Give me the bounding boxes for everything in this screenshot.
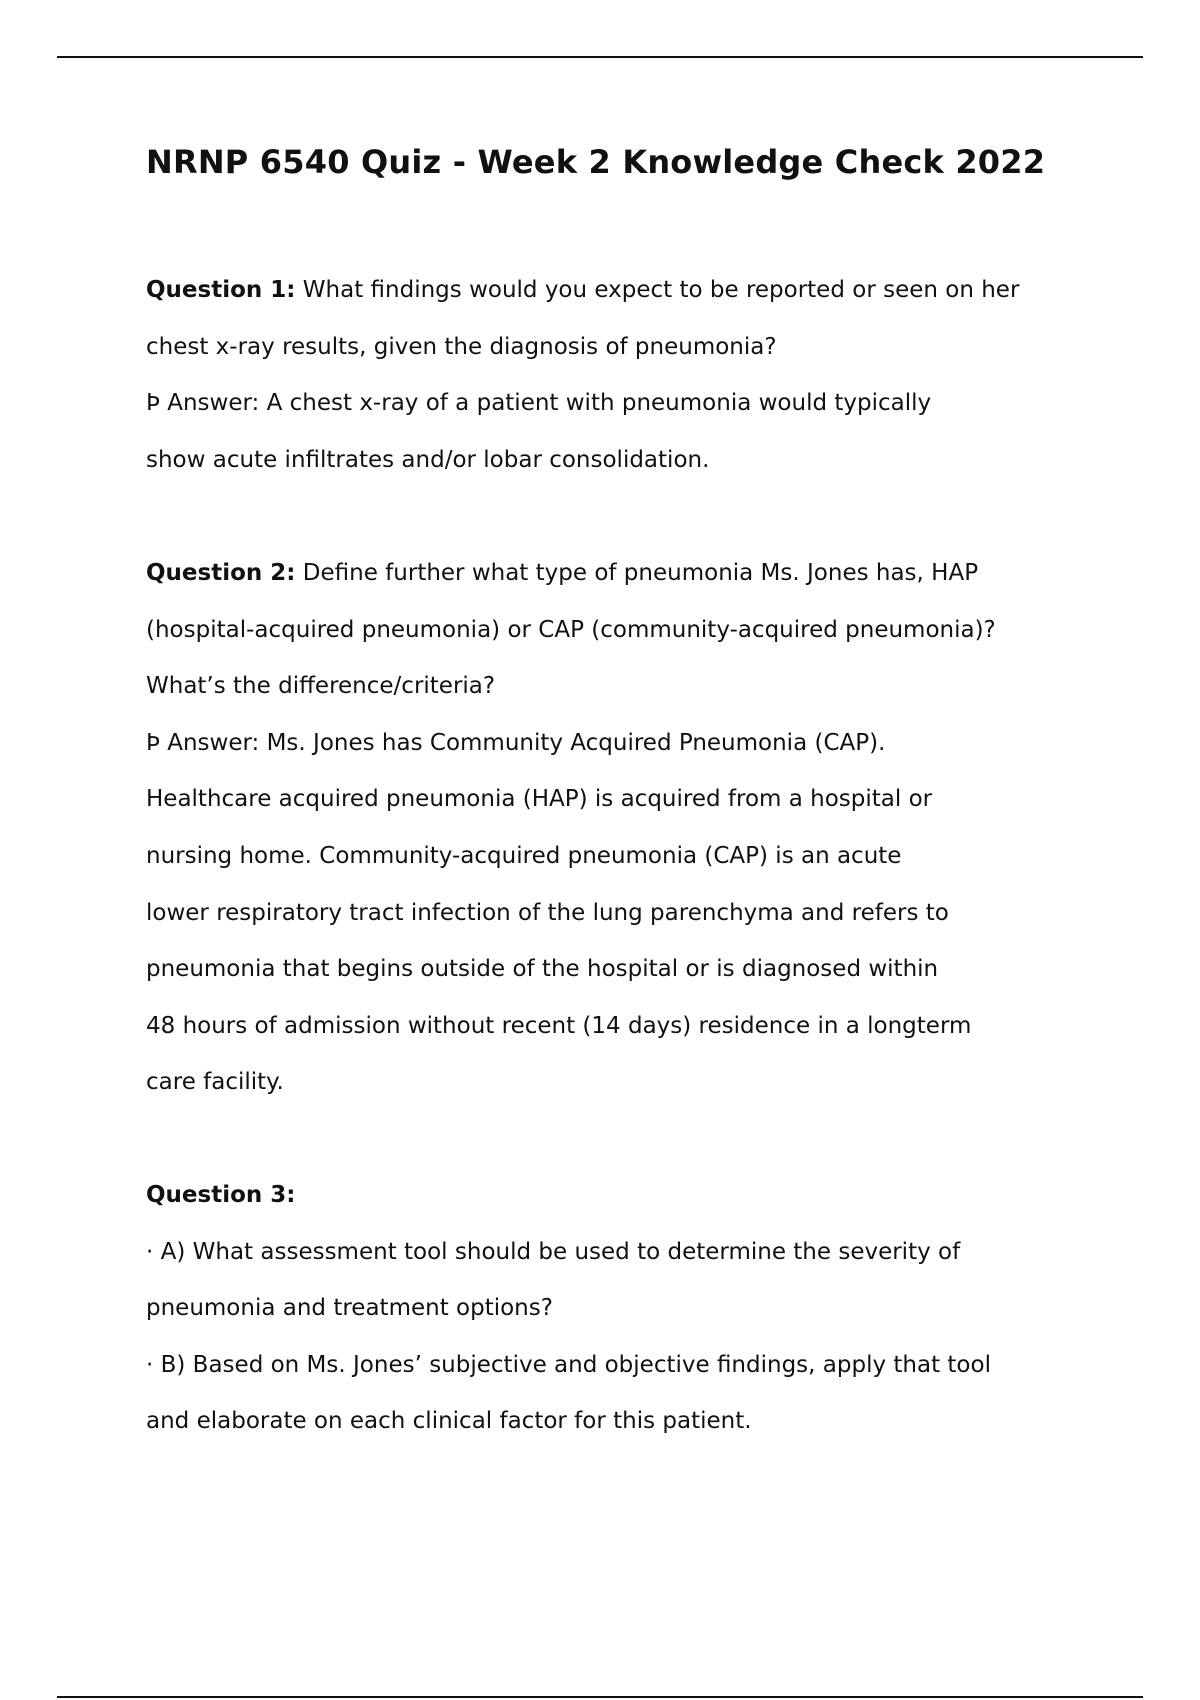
page-title: NRNP 6540 Quiz - Week 2 Knowledge Check 2022 — [146, 143, 1046, 181]
question-2-label: Question 2: — [146, 560, 296, 586]
question-2-answer-line-1: Þ Answer: Ms. Jones has Community Acquired Pneumonia (CAP). — [146, 729, 886, 756]
question-1 — [146, 262, 1106, 488]
question-2-text: Define further what type of pneumonia Ms. Jones has, HAP — [295, 560, 979, 586]
question-2-line-2: (hospital-acquired pneumonia) or CAP (community-acquired pneumonia)? — [146, 616, 996, 643]
question-2-line-3: What’s the difference/criteria? — [146, 673, 496, 700]
question-1-prompt-line — [146, 262, 1106, 319]
question-3-part-b-line-1: · B) Based on Ms. Jones’ subjective and objective findings, apply that tool — [146, 1351, 991, 1378]
question-3-part-b-line-2: and elaborate on each clinical factor for this patient. — [146, 1408, 752, 1435]
document-body — [146, 140, 1106, 1435]
question-2-prompt-line — [146, 545, 1106, 602]
question-2-answer-line-3: nursing home. Community-acquired pneumonia (CAP) is an acute — [146, 842, 902, 869]
question-1-answer-line-2: show acute infiltrates and/or lobar consolidation. — [146, 446, 710, 473]
question-2-answer-line-7: care facility. — [146, 1069, 284, 1096]
question-2-answer-line-2: Healthcare acquired pneumonia (HAP) is acquired from a hospital or — [146, 786, 933, 813]
top-rule — [57, 56, 1143, 58]
question-1-line-2: chest x-ray results, given the diagnosis of pneumonia? — [146, 333, 777, 360]
question-3-prompt-line — [146, 1167, 1106, 1224]
question-1-label: Question 1: — [146, 277, 296, 303]
question-2-answer-line-6: 48 hours of admission without recent (14 days) residence in a longterm — [146, 1012, 972, 1039]
question-3-label: Question 3: — [146, 1182, 296, 1208]
bottom-rule — [57, 1696, 1143, 1698]
question-1-text: What findings would you expect to be reported or seen on her — [295, 277, 1020, 303]
question-2 — [146, 545, 1106, 1111]
question-3 — [146, 1167, 1106, 1450]
question-3-part-a-line-2: pneumonia and treatment options? — [146, 1295, 553, 1322]
question-3-part-a-line-1: · A) What assessment tool should be used to determine the severity of — [146, 1238, 961, 1265]
question-2-answer-line-5: pneumonia that begins outside of the hospital or is diagnosed within — [146, 956, 939, 983]
question-2-answer-line-4: lower respiratory tract infection of the lung parenchyma and refers to — [146, 899, 949, 926]
question-1-answer-line-1: Þ Answer: A chest x-ray of a patient with pneumonia would typically — [146, 390, 932, 417]
